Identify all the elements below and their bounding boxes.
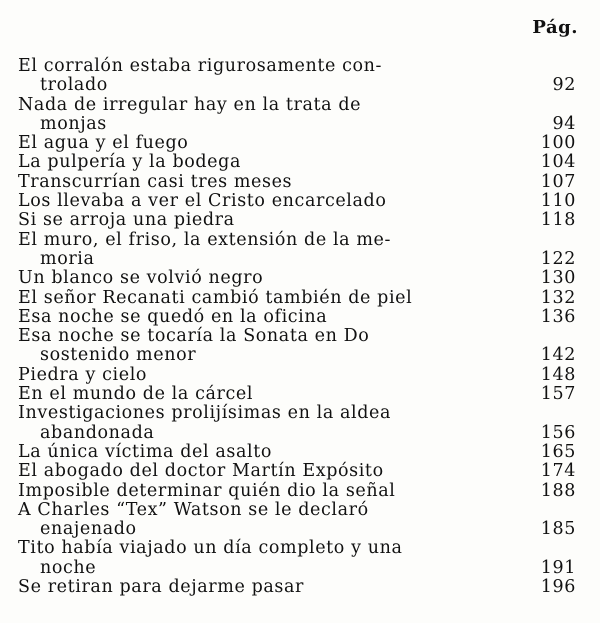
toc-entry-title [18,462,516,481]
toc-title-line: Piedra y cielo [18,364,148,385]
toc-entry-title [18,578,516,597]
toc-page-number: 185 [540,519,576,540]
toc-title-continuation: abandonada [40,422,155,443]
toc-entry-title [18,231,516,270]
toc-entry [18,211,576,230]
toc-page-number: 94 [552,113,576,134]
toc-entry-title [18,501,516,540]
toc-entry [18,57,576,96]
toc-page-number: 136 [540,306,576,327]
toc-title-continuation: trolado [40,75,108,96]
toc-page-number: 104 [540,152,576,173]
toc-entry-title [18,134,516,153]
toc-entry [18,269,576,288]
toc-page-number: 142 [540,345,576,366]
toc-page-number: 122 [540,248,576,269]
toc-page-number: 156 [540,422,576,443]
toc-entry-title [18,443,516,462]
toc-title-continuation: monjas [40,113,107,134]
toc-title-line: Los llevaba a ver el Cristo encarcelado [18,191,387,212]
toc-entry-title [18,96,516,135]
toc-title-line: El señor Recanati cambió también de piel [18,287,413,308]
toc-title-line: A Charles “Tex” Watson se le declaró [18,499,369,520]
toc-page-number: 130 [540,268,576,289]
toc-entry-title [18,366,516,385]
toc-title-line: Un blanco se volvió negro [18,268,264,289]
toc-entry [18,404,576,443]
toc-title-continuation: enajenado [40,519,137,540]
toc-page-number: 148 [540,364,576,385]
table-of-contents [18,57,576,597]
toc-entry [18,327,576,366]
toc-page-number: 92 [552,75,576,96]
toc-title-line: En el mundo de la cárcel [18,384,254,405]
toc-title-line: El agua y el fuego [18,133,189,154]
toc-entry-title [18,539,516,578]
toc-entry-title [18,57,516,96]
toc-entry [18,501,576,540]
toc-entry [18,443,576,462]
toc-entry-title [18,211,516,230]
toc-entry-title [18,269,516,288]
toc-entry [18,173,576,192]
toc-entry-title [18,404,516,443]
toc-title-line: Esa noche se quedó en la oficina [18,306,328,327]
toc-title-line: Esa noche se tocaría la Sonata en Do [18,326,370,347]
toc-page-number: 165 [540,441,576,462]
toc-entry-title [18,327,516,366]
toc-title-continuation: noche [40,557,97,578]
toc-title-line: Investigaciones prolijísimas en la aldea [18,403,392,424]
toc-page-number: 174 [540,461,576,482]
toc-page-number: 107 [540,171,576,192]
toc-title-line: El muro, el friso, la extensión de la me- [18,229,392,250]
toc-title-line: Nada de irregular hay en la trata de [18,94,362,115]
toc-entry [18,289,576,308]
toc-title-line: Se retiran para dejarme pasar [18,577,305,598]
toc-entry [18,192,576,211]
toc-entry [18,462,576,481]
toc-entry [18,366,576,385]
toc-entry-title [18,385,516,404]
toc-page-number: 118 [540,210,576,231]
toc-entry [18,308,576,327]
toc-entry [18,539,576,578]
toc-entry [18,578,576,597]
toc-entry [18,231,576,270]
toc-page-number: 157 [540,384,576,405]
toc-title-line: Si se arroja una piedra [18,210,235,231]
toc-title-continuation: sostenido menor [40,345,197,366]
toc-page-number: 191 [540,557,576,578]
toc-entry-title [18,173,516,192]
toc-entry-title [18,192,516,211]
toc-title-line: Transcurrían casi tres meses [18,171,293,192]
toc-entry [18,153,576,172]
toc-title-line: La única víctima del asalto [18,441,272,462]
toc-entry [18,482,576,501]
toc-title-line: El corralón estaba rigurosamente con- [18,56,383,76]
toc-entry-title [18,153,516,172]
toc-title-line: El abogado del doctor Martín Expósito [18,461,384,482]
toc-page-number: 188 [540,480,576,501]
toc-title-line: Tito había viajado un día completo y una [18,538,403,559]
toc-entry-title [18,308,516,327]
toc-entry [18,134,576,153]
toc-entry-title [18,482,516,501]
toc-page-number: 110 [540,191,576,212]
toc-title-line: La pulpería y la bodega [18,152,241,173]
toc-title-continuation: moria [40,248,95,269]
toc-entry [18,96,576,135]
page-column-header: Pág. [532,17,578,38]
toc-page-number: 196 [540,577,576,598]
toc-entry-title [18,289,516,308]
toc-page-number: 132 [540,287,576,308]
toc-entry [18,385,576,404]
toc-page-number: 100 [540,133,576,154]
toc-title-line: Imposible determinar quién dio la señal [18,480,396,501]
